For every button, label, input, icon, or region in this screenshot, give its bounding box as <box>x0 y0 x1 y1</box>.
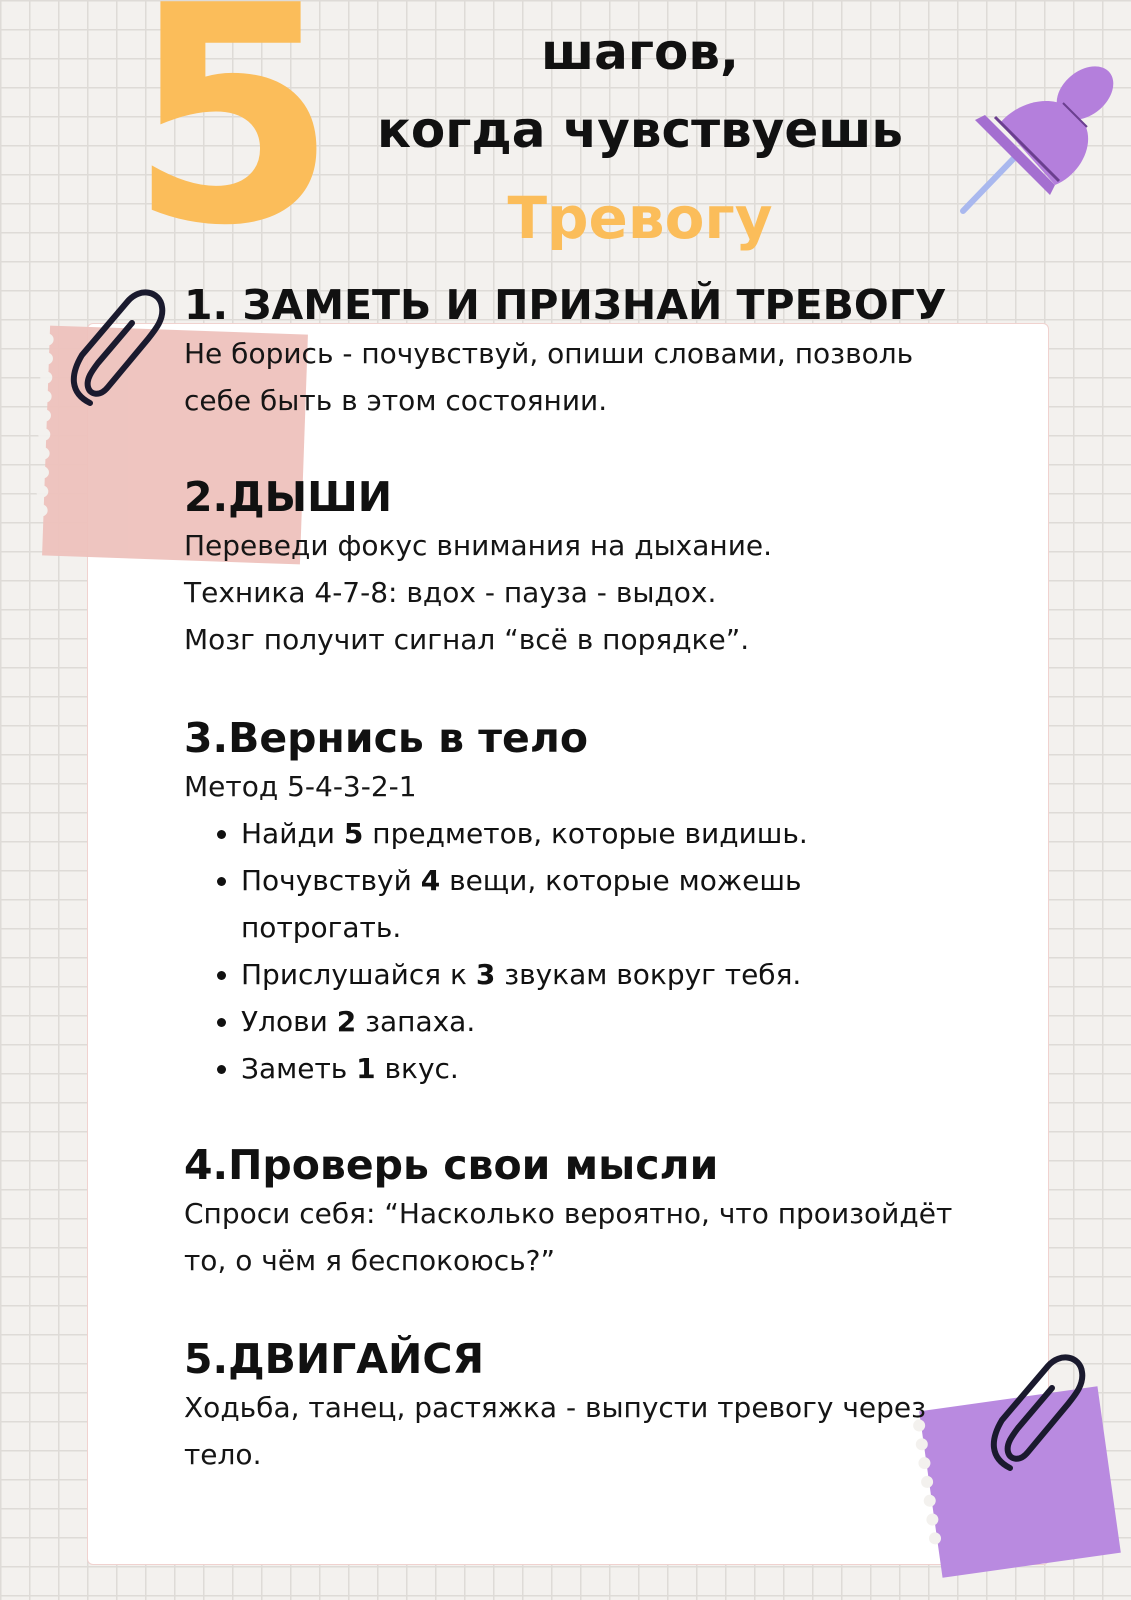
method-list <box>184 810 1064 1092</box>
list-item: • Прислушайся к 3 звукам вокруг тебя. <box>241 951 1064 998</box>
step-text: Техника 4-7-8: вдох - пауза - выдох. <box>184 576 717 609</box>
list-item: • Улови 2 запаха. <box>241 998 1064 1045</box>
step-text: Метод 5-4-3-2-1 <box>184 770 417 803</box>
list-item: • Почувствуй 4 вещи, которые можешь потрогать. <box>241 857 1064 951</box>
step-3 <box>184 713 1064 1092</box>
step-2 <box>184 472 1064 663</box>
step-text: Не борись - почувствуй, опиши словами, позволь <box>184 337 914 370</box>
title-line-3: Тревогу <box>507 184 773 252</box>
step-5 <box>184 1334 1064 1478</box>
notebook-holes <box>35 333 58 523</box>
step-text: Спроси себя: “Насколько вероятно, что произойдёт <box>184 1197 953 1230</box>
step-1 <box>184 280 1064 424</box>
step-heading: 5.ДВИГАЙСЯ <box>184 1335 485 1383</box>
step-text: Мозг получит сигнал “всё в порядке”. <box>184 623 750 656</box>
big-number-five: 5 <box>128 0 338 291</box>
step-heading: 4.Проверь свои мысли <box>184 1141 719 1189</box>
step-text: себе быть в этом состоянии. <box>184 384 608 417</box>
step-text: Переведи фокус внимания на дыхание. <box>184 529 773 562</box>
list-item: • Найди 5 предметов, которые видишь. <box>241 810 1064 857</box>
step-heading: 1. ЗАМЕТЬ И ПРИЗНАЙ ТРЕВОГУ <box>184 281 947 329</box>
step-text: тело. <box>184 1438 262 1471</box>
step-heading: 3.Вернись в тело <box>184 714 589 762</box>
step-text: Ходьба, танец, растяжка - выпусти тревогу через <box>184 1391 927 1424</box>
title-line-1: шагов, <box>541 23 739 81</box>
step-4 <box>184 1140 1064 1284</box>
step-heading: 2.ДЫШИ <box>184 473 393 521</box>
list-item: • Заметь 1 вкус. <box>241 1045 1064 1092</box>
title-line-2: когда чувствуешь <box>377 101 903 159</box>
step-text: то, о чём я беспокоюсь?” <box>184 1244 556 1277</box>
paperclip-icon <box>60 285 180 425</box>
steps-content <box>184 280 1064 1478</box>
